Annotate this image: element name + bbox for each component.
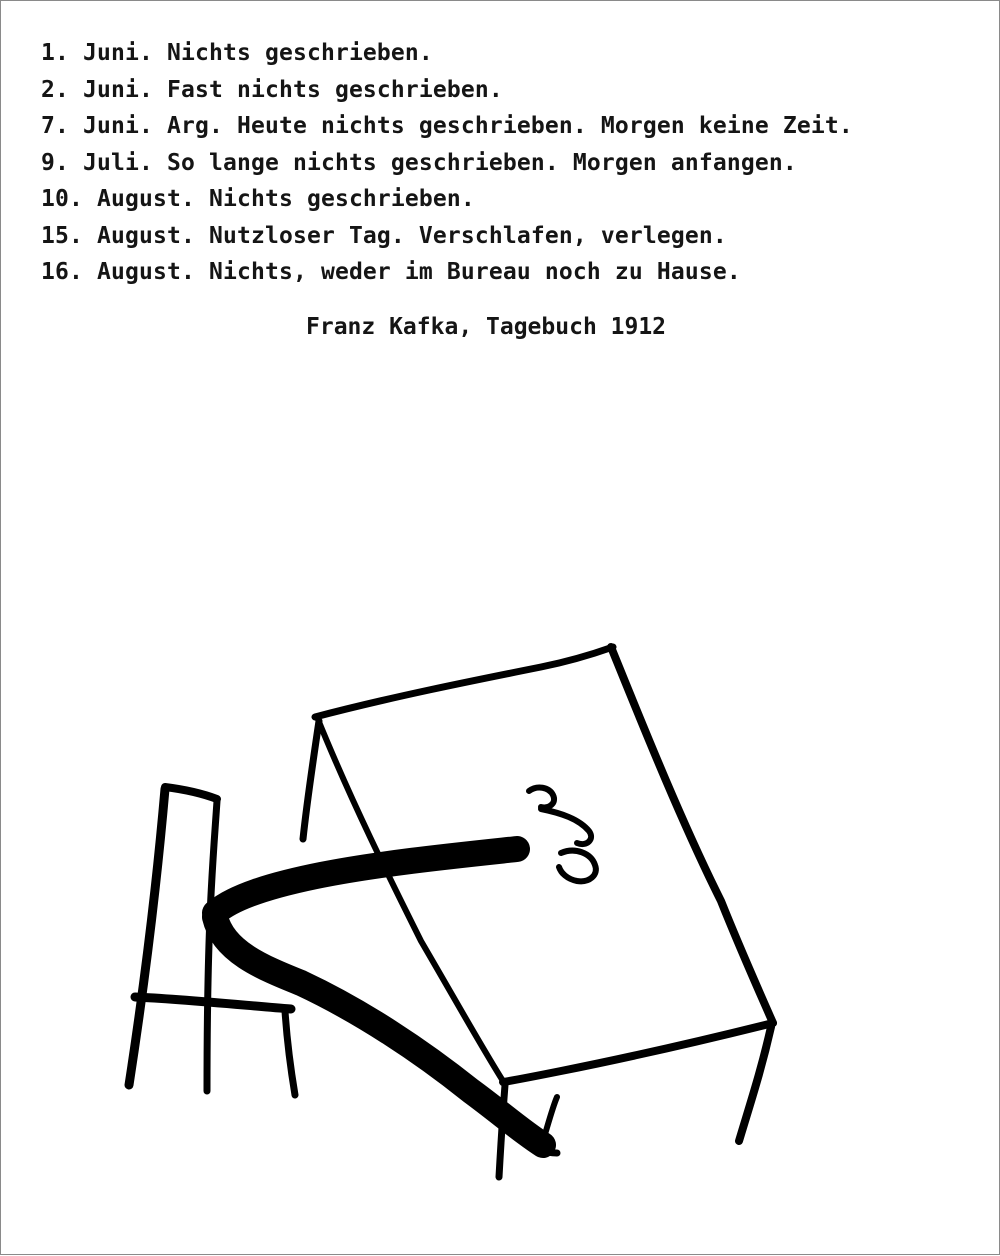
chair-front-leg: [285, 1011, 295, 1095]
pen-icon: [533, 1097, 557, 1153]
desk: [303, 647, 773, 1177]
desk-leg-front-left: [499, 1085, 505, 1177]
diary-entry: 15. August. Nutzloser Tag. Verschlafen, verlegen.: [41, 222, 727, 249]
ink-stroke-upper: [215, 849, 517, 913]
diary-entries: [41, 35, 853, 291]
desk-leg-back-left: [303, 721, 319, 839]
chair-back-left: [129, 789, 165, 1085]
desk-top-edge-left: [317, 717, 503, 1081]
scribble-mark: [529, 788, 596, 882]
attribution: Franz Kafka, Tagebuch 1912: [306, 314, 667, 340]
desk-top-edge-right: [611, 647, 773, 1023]
desk-leg-front-right: [739, 1027, 771, 1141]
chair-back-top: [165, 787, 217, 799]
chair: [129, 787, 295, 1095]
diary-entry: 10. August. Nichts geschrieben.: [41, 186, 475, 212]
ink-stroke: [215, 849, 543, 1145]
diary-entry: 16. August. Nichts, weder im Bureau noch zu Hause.: [41, 259, 741, 285]
desk-top-edge-back: [315, 647, 613, 717]
diary-entry: 1. Juni. Nichts geschrieben.: [41, 40, 433, 66]
diary-entry: 9. Juli. So lange nichts geschrieben. Morgen anfangen.: [41, 149, 797, 176]
ink-stroke-lower: [215, 917, 543, 1145]
chair-seat: [135, 997, 291, 1009]
chair-back-right: [207, 801, 217, 1091]
desk-top-edge-front: [503, 1023, 773, 1082]
diary-entry: 2. Juni. Fast nichts geschrieben.: [41, 76, 503, 103]
diary-entry: 7. Juni. Arg. Heute nichts geschrieben. Morgen keine Zeit.: [41, 113, 853, 139]
